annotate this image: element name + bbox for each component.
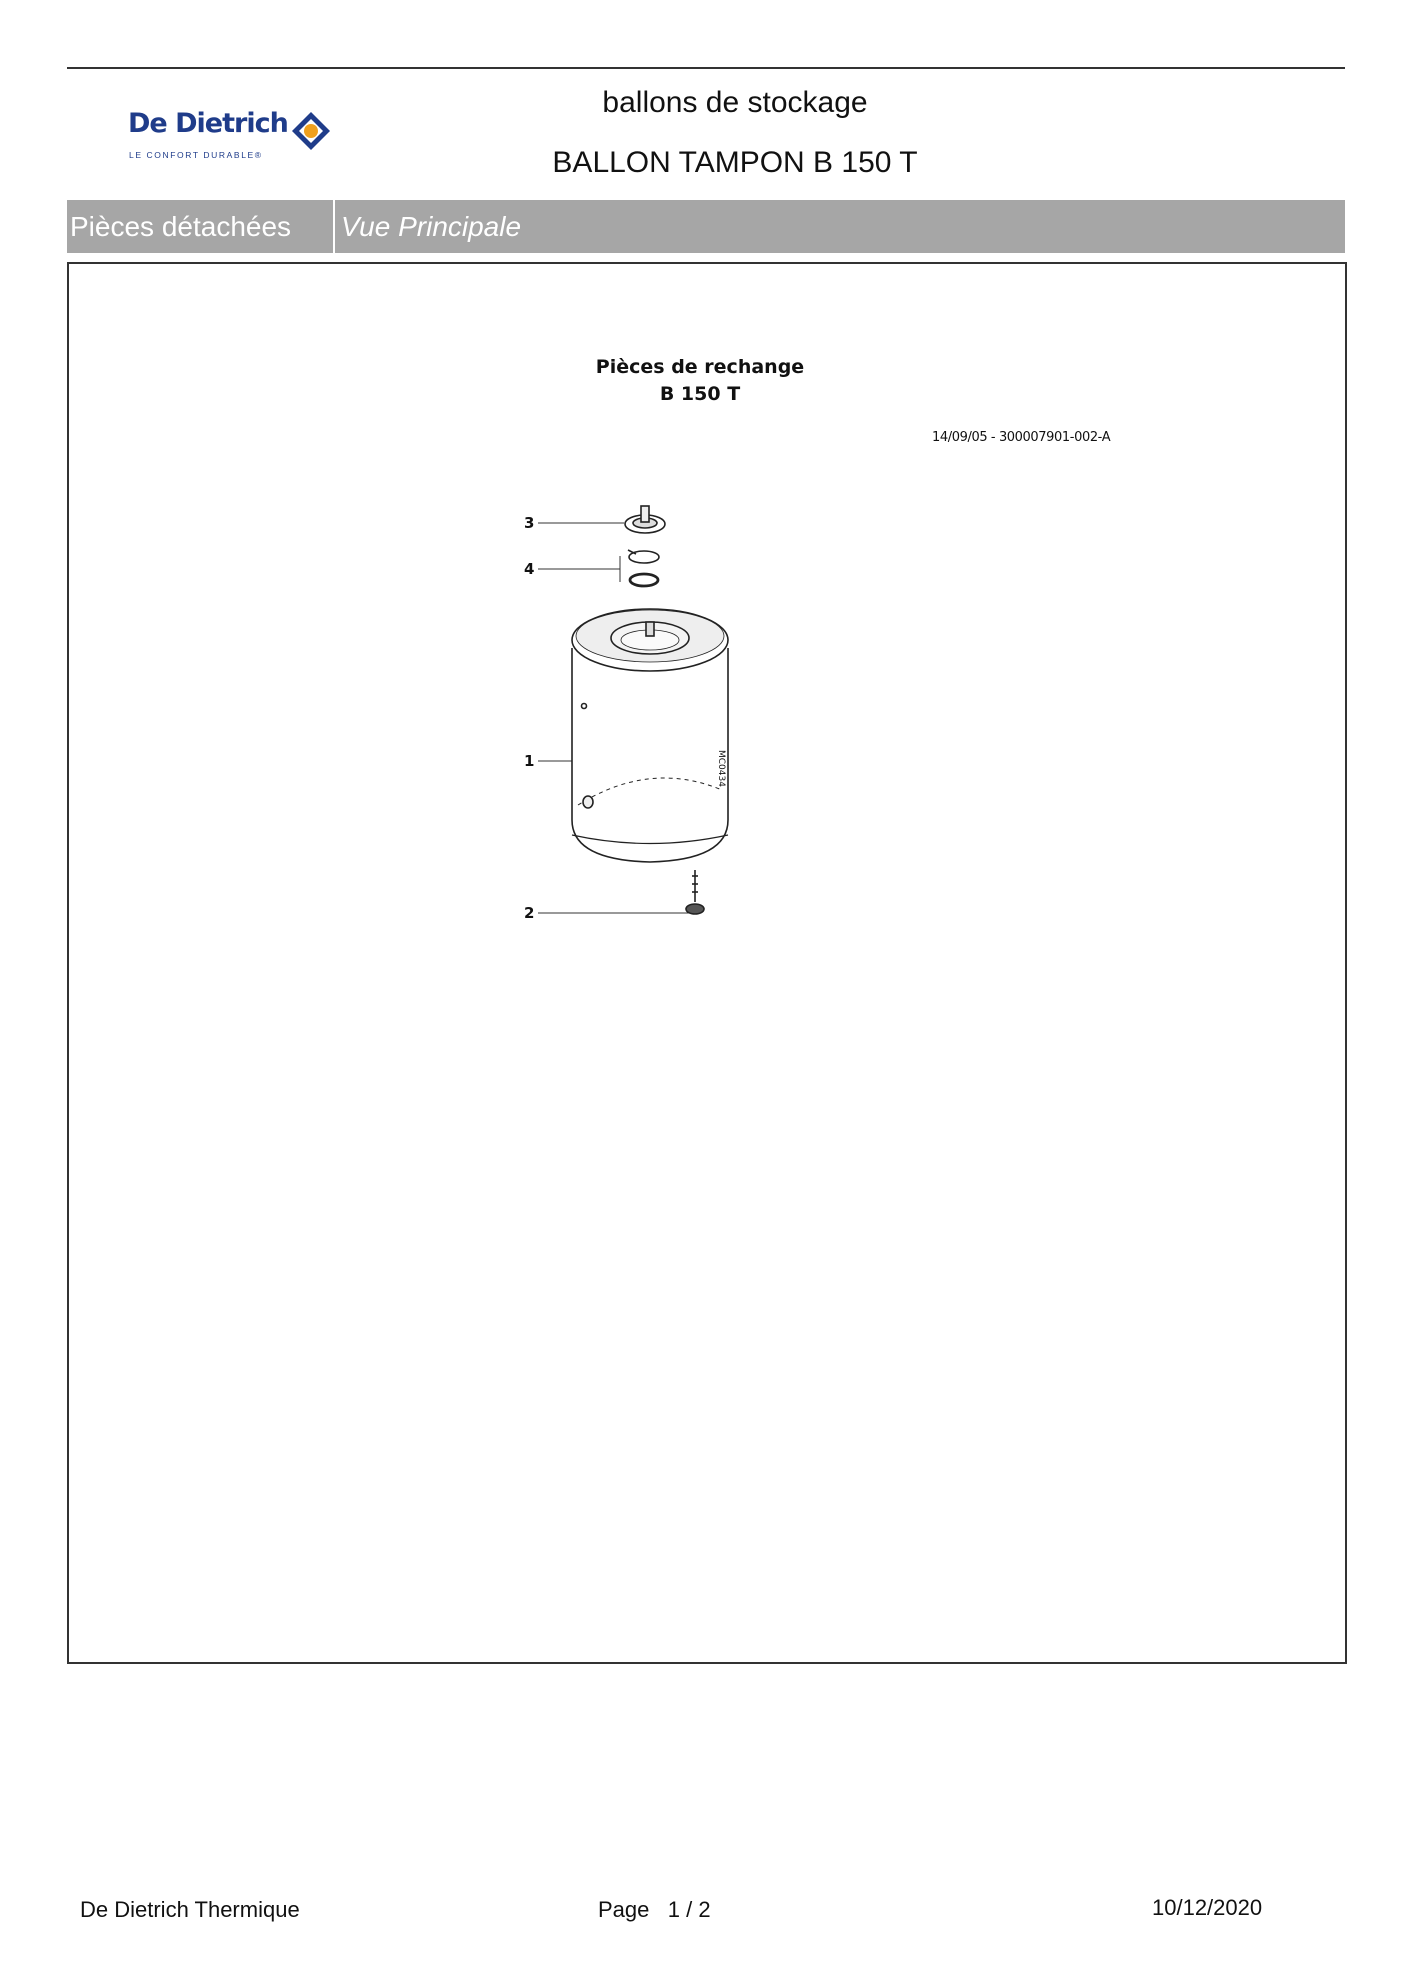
section-label: Pièces détachées (67, 200, 335, 253)
brand-tagline: LE CONFORT DURABLE® (129, 150, 263, 160)
drawing-frame (67, 262, 1347, 1664)
page-separator: / (686, 1897, 693, 1922)
drawing-code: MC0434 (716, 750, 726, 787)
figure-title-line2: B 150 T (659, 383, 741, 405)
callout-4: 4 (524, 560, 535, 578)
callout-1: 1 (524, 752, 535, 770)
product-title: BALLON TAMPON B 150 T (552, 146, 918, 179)
callout-3: 3 (524, 514, 535, 532)
figure-title-line1: Pièces de rechange (595, 356, 805, 378)
exploded-view-drawing (500, 490, 760, 930)
page-label: Page (598, 1897, 650, 1922)
part-2-leveling-foot (686, 870, 704, 914)
category-title: ballons de stockage (602, 86, 868, 119)
part-4-gaskets (628, 550, 659, 586)
view-label: Vue Principale (341, 211, 522, 242)
part-3-flange-cover (625, 506, 665, 533)
footer-company: De Dietrich Thermique (80, 1897, 300, 1922)
brand-diamond-icon (290, 110, 332, 152)
footer-pagination (598, 1897, 711, 1923)
part-1-tank-body (572, 609, 728, 862)
brand-name: De Dietrich (128, 108, 288, 139)
figure-reference: 14/09/05 - 300007901-002-A (932, 430, 1111, 445)
page-total: 2 (698, 1897, 711, 1922)
section-bar (67, 200, 1345, 253)
footer-date: 10/12/2020 (1152, 1895, 1263, 1920)
brand-logo (128, 108, 348, 168)
callout-2: 2 (524, 904, 535, 922)
page-number: 1 (667, 1897, 680, 1922)
top-divider (67, 67, 1345, 69)
figure-title (560, 354, 840, 408)
